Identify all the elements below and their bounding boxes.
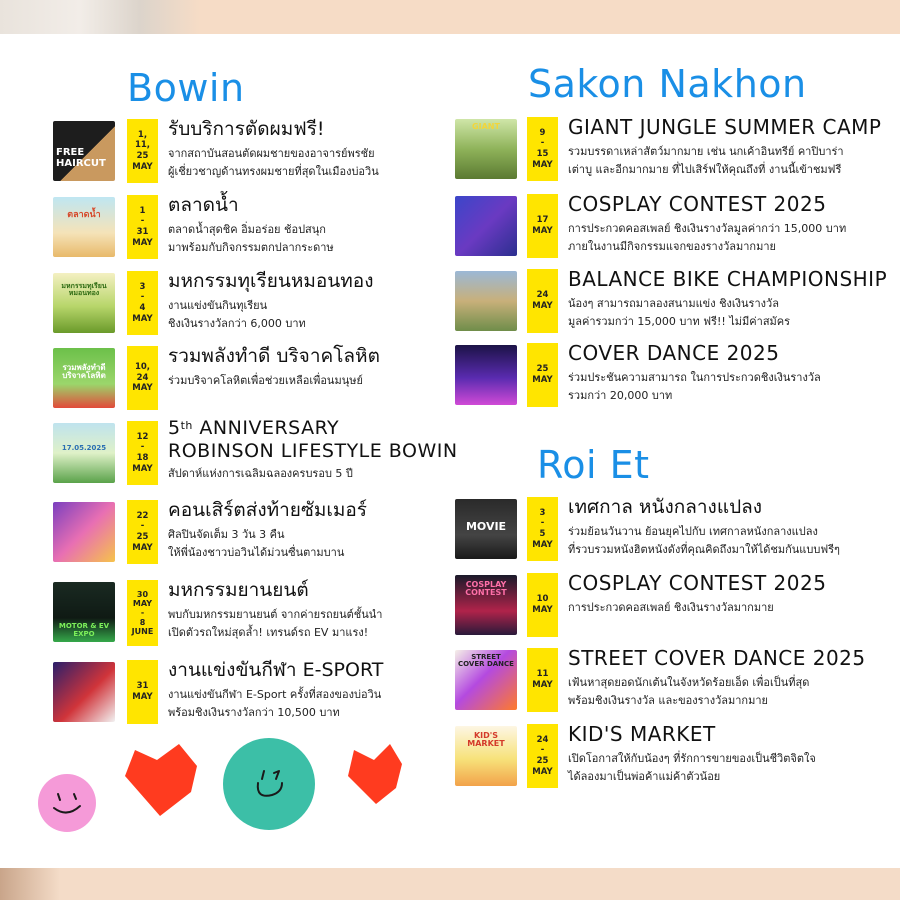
event-title: 5th ANNIVERSARY [168,417,340,439]
bottom-photo-strip [0,868,900,900]
event-desc-line-2: มูลค่ารวมกว่า 15,000 บาท ฟรี!! ไม่มีค่าสมัคร [568,315,791,328]
event-desc-line-1: การประกวดคอสเพลย์ ชิงเงินรางวัลมากมาย [568,601,774,614]
thumbnail-text: MOVIE [465,520,507,533]
bowin-title: Bowin [127,66,245,110]
event-desc-line-2: ผู้เชี่ยวชาญด้านทรงผมชายที่สุดในเมืองบ่อวิน [168,165,379,178]
event-desc-line-2: ชิงเงินรางวัลกว่า 6,000 บาท [168,317,306,330]
event-thumbnail [53,502,115,562]
event-desc-line-1: ตลาดน้ำสุดชิค อิ่มอร่อย ช้อปสนุก [168,223,326,236]
event-desc-line-1: รวมบรรดาเหล่าสัตว์มากมาย เช่น นกเค้าอินทรีย์ คาปิบาร่า [568,145,844,158]
event-thumbnail [455,575,517,635]
bowin-event-blood-donation[interactable] [53,346,433,412]
event-desc-line-2: ที่รวบรวมหนังฮิตหนังดังที่คุณคิดถึงมาให้ได้ชมกันแบบฟรีๆ [568,543,840,556]
event-desc-line-2: มาพร้อมกับกิจกรรมตกปลากระดาษ [168,241,334,254]
event-title: มหกรรมทุเรียนหมอนทอง [168,270,374,292]
thumbnail-text: COSPLAY CONTEST [465,580,507,598]
event-title: รับบริการตัดผมฟรี! [168,118,325,140]
event-title: มหกรรมยานยนต์ [168,579,309,601]
thumbnail-text: FREE HAIRCUT [56,147,106,169]
event-desc-line-1: งานแข่งขันกีฬา E-Sport ครั้งที่สองของบ่อวิน [168,688,382,701]
thumbnail-text: MOTOR & EV EXPO [58,622,110,638]
event-title: COVER DANCE 2025 [568,341,780,365]
sakon-event-jungle-camp[interactable] [455,117,895,183]
event-desc-line-2: พร้อมชิงเงินรางวัล และของรางวัลมากมาย [568,694,768,707]
date-badge: 17 MAY [527,194,558,258]
teal-smiley-icon [222,737,316,831]
sakon-nakhon-title: Sakon Nakhon [528,62,807,106]
date-badge: 25 MAY [527,343,558,407]
event-title: COSPLAY CONTEST 2025 [568,192,827,216]
date-badge: 30 MAY - 8 JUNE [127,580,158,646]
event-thumbnail [455,650,517,710]
event-thumbnail [53,348,115,408]
event-desc-line-2: ได้ลองมาเป็นพ่อค้าแม่ค้าตัวน้อย [568,770,721,783]
floor-edge [0,868,60,900]
event-thumbnail [53,662,115,722]
event-desc-line-1: เฟ้นหาสุดยอดนักเต้นในจังหวัดร้อยเอ็ด เพื่อเป็นที่สุด [568,676,810,689]
thumbnail-text: 17.05.2025 [61,444,107,452]
thumbnail-text: STREET COVER DANCE [458,653,514,669]
event-title: COSPLAY CONTEST 2025 [568,571,827,595]
red-heart-icon [346,742,404,806]
event-title: KID'S MARKET [568,722,716,746]
event-desc-line-1: ร่วมย้อนวันวาน ย้อนยุคไปกับ เทศกาลหนังกลางแปลง [568,525,818,538]
sakon-event-cosplay[interactable] [455,194,895,260]
roiet-event-cosplay[interactable] [455,573,895,639]
bowin-event-floating-market[interactable] [53,195,433,261]
bowin-event-summer-concert[interactable] [53,500,433,566]
roiet-event-kids-market[interactable] [455,724,895,790]
event-desc-line-1: พบกับมหกรรมยานยนต์ จากค่ายรถยนต์ชั้นนำ [168,608,383,621]
bowin-event-anniversary[interactable] [53,417,458,487]
red-heart-icon [121,742,199,818]
event-desc-line-1: สัปดาห์แห่งการเฉลิมฉลองครบรอบ 5 ปี [168,467,353,480]
roi-et-title: Roi Et [537,443,650,487]
sakon-event-cover-dance[interactable] [455,343,895,409]
bowin-event-esport[interactable] [53,660,433,726]
event-title: เทศกาล หนังกลางแปลง [568,496,763,518]
event-title: GIANT JUNGLE SUMMER CAMP [568,115,882,139]
event-title-line-2: ROBINSON LIFESTYLE BOWIN [168,440,458,462]
event-desc-line-2: พร้อมชิงเงินรางวัลกว่า 10,500 บาท [168,706,340,719]
event-thumbnail [455,726,517,786]
event-title: BALANCE BIKE CHAMPIONSHIP [568,267,888,291]
thumbnail-text: ตลาดน้ำ [67,210,101,220]
event-title: ตลาดน้ำ [168,194,239,216]
event-desc-line-1: จากสถาบันสอนตัดผมชายของอาจารย์พรชัย [168,147,375,160]
event-desc-line-1: การประกวดคอสเพลย์ ชิงเงินรางวัลมูลค่ากว่า 15,000 บาท [568,222,847,235]
thumbnail-text: มหกรรมทุเรียน หมอนทอง [61,282,107,298]
event-title: รวมพลังทำดี บริจาคโลหิต [168,345,380,367]
date-badge: 22 - 25 MAY [127,500,158,564]
thumbnail-text: KID'S MARKET [467,731,505,749]
thumbnail-text: GIANT [472,122,500,131]
event-thumbnail [53,423,115,483]
event-thumbnail [53,273,115,333]
event-desc-line-1: น้องๆ สามารถมาลองสนามแข่ง ชิงเงินรางวัล [568,297,779,310]
event-thumbnail [455,345,517,405]
sakon-event-balance-bike[interactable] [455,269,895,335]
event-desc-line-1: งานแข่งขันกินทุเรียน [168,299,268,312]
event-thumbnail [455,271,517,331]
event-title: งานแข่งขันกีฬา E-SPORT [168,659,384,681]
date-badge: 9 - 15 MAY [527,117,558,181]
event-desc-line-2: ให้พี่น้องชาวบ่อวินได้ม่วนซื่นตามบาน [168,546,345,559]
event-desc-line-2: ภายในงานมีกิจกรรมแจกของรางวัลมากมาย [568,240,776,253]
event-thumbnail [455,196,517,256]
event-desc-line-1: ศิลปินจัดเต็ม 3 วัน 3 คืน [168,528,285,541]
pink-smiley-icon [36,772,98,834]
event-desc-line-1: ร่วมบริจาคโลหิตเพื่อช่วยเหลือเพื่อนมนุษย์ [168,374,363,387]
event-thumbnail [53,121,115,181]
date-badge: 24 MAY [527,269,558,333]
date-badge: 1 - 31 MAY [127,195,158,259]
event-thumbnail [53,582,115,642]
date-badge: 24 - 25 MAY [527,724,558,788]
date-badge: 10 MAY [527,573,558,637]
event-thumbnail [53,197,115,257]
roiet-event-street-dance[interactable] [455,648,895,714]
event-title: คอนเสิร์ตส่งท้ายซัมเมอร์ [168,499,367,521]
thumbnail-text: รวมพลังทำดี บริจาคโลหิต [62,363,106,381]
date-badge: 12 - 18 MAY [127,421,158,485]
bowin-event-haircut[interactable] [53,119,433,185]
event-desc-line-2: เต่าบู และอีกมากมาย ที่ไปเสิร์ฟให้คุณถึงที่ งานนี้เข้าชมฟรี [568,163,842,176]
fabric-edge [0,0,200,34]
event-thumbnail [455,119,517,179]
bowin-event-durian[interactable] [53,271,433,337]
event-title: STREET COVER DANCE 2025 [568,646,866,670]
date-badge: 3 - 5 MAY [527,497,558,561]
event-desc-line-2: เปิดตัวรถใหม่สุดล้ำ! เทรนด์รถ EV มาแรง! [168,626,369,639]
event-desc-line-2: รวมกว่า 20,000 บาท [568,389,673,402]
date-badge: 11 MAY [527,648,558,712]
date-badge: 10, 24 MAY [127,346,158,410]
date-badge: 3 - 4 MAY [127,271,158,335]
event-desc-line-1: เปิดโอกาสให้กับน้องๆ ที่รักการขายของเป็นชีวิตจิตใจ [568,752,816,765]
event-desc-line-1: ร่วมประชันความสามารถ ในการประกวดชิงเงินรางวัล [568,371,821,384]
event-thumbnail [455,499,517,559]
roiet-event-movie-festival[interactable] [455,497,895,563]
date-badge: 1, 11, 25 MAY [127,119,158,183]
bowin-event-motor-expo[interactable] [53,580,433,646]
top-photo-strip [0,0,900,34]
date-badge: 31 MAY [127,660,158,724]
